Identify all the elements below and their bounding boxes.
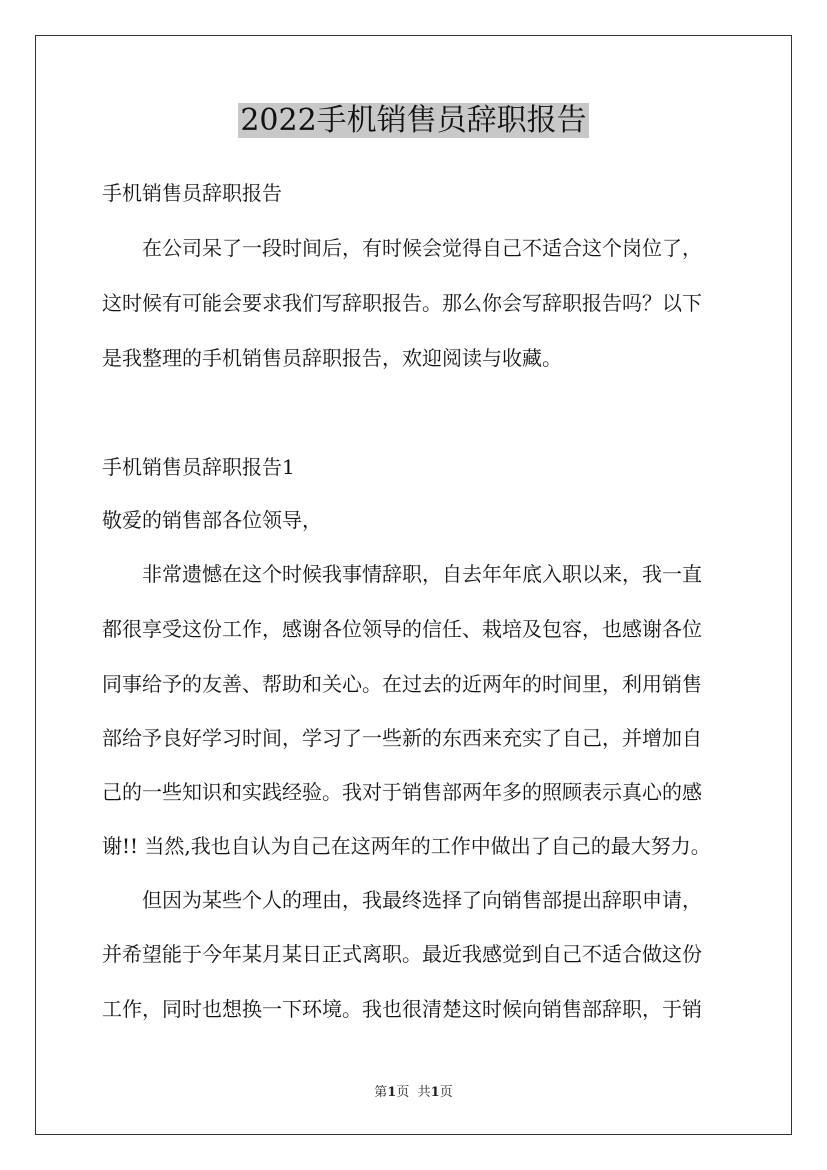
paragraph-line: 都很享受这份工作，感谢各位领导的信任、栽培及包容，也感谢各位 <box>102 617 702 641</box>
paragraph-line: 非常遗憾在这个时候我事情辞职，自去年年底入职以来，我一直 <box>142 562 702 586</box>
paragraph-line: 这时候有可能会要求我们写辞职报告。那么你会写辞职报告吗？以下 <box>102 291 702 315</box>
section-heading: 手机销售员辞职报告 <box>102 181 282 205</box>
section-heading: 手机销售员辞职报告1 <box>102 455 295 479</box>
document-title <box>0 101 827 141</box>
paragraph-line: 是我整理的手机销售员辞职报告，欢迎阅读与收藏。 <box>102 346 562 370</box>
page-footer <box>0 1084 827 1102</box>
page-number-suffix: 页 <box>396 1085 410 1100</box>
total-pages-suffix: 页 <box>439 1085 453 1100</box>
paragraph-line: 在公司呆了一段时间后，有时候会觉得自己不适合这个岗位了， <box>142 236 702 260</box>
document-title-text: 2022手机销售员辞职报告 <box>240 103 587 138</box>
paragraph-line: 并希望能于今年某月某日正式离职。最近我感觉到自己不适合做这份 <box>102 942 702 966</box>
total-pages: 1 <box>430 1085 440 1100</box>
salutation: 敬爱的销售部各位领导， <box>102 508 322 532</box>
paragraph-line: 己的一些知识和实践经验。我对于销售部两年多的照顾表示真心的感 <box>102 780 702 804</box>
total-pages-prefix: 共 <box>417 1085 431 1100</box>
paragraph-line: 同事给予的友善、帮助和关心。在过去的近两年的时间里，利用销售 <box>102 672 702 696</box>
page-number: 1 <box>387 1085 397 1100</box>
paragraph-line: 谢!! 当然,我也自认为自己在这两年的工作中做出了自己的最大努力。 <box>102 834 711 858</box>
paragraph-line: 但因为某些个人的理由，我最终选择了向销售部提出辞职申请， <box>142 888 702 912</box>
page-number-prefix: 第 <box>374 1085 388 1100</box>
paragraph-line: 工作，同时也想换一下环境。我也很清楚这时候向销售部辞职，于销 <box>102 997 702 1021</box>
paragraph-line: 部给予良好学习时间，学习了一些新的东西来充实了自己，并增加自 <box>102 726 702 750</box>
